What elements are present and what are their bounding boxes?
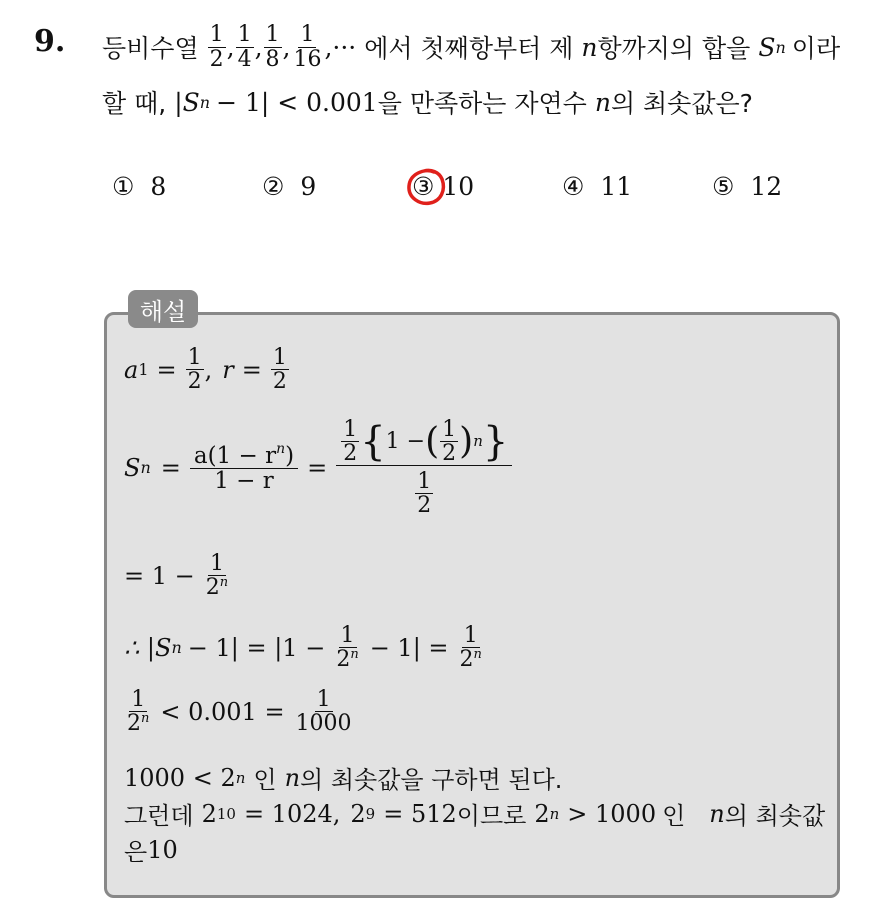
question-mid: 에서 첫째항부터 제 (364, 34, 574, 63)
question-end: 이라 (791, 34, 841, 63)
choice-5[interactable]: ⑤ 12 (712, 172, 783, 201)
choice-2[interactable]: ② 9 (262, 172, 317, 201)
question-line-1: 등비수열 $\frac{1}{2}$ , $\frac{1}{4}$ , $\frac{1}{8}$ , $\frac{1}{16}$ ,··· 에서 첫째항부터 제 n 항까지의 합을 S n 이라 (102, 22, 841, 72)
solution-line-1: a 1 = $\frac{1}{2}$ , r = $\frac{1}{2}$ (124, 345, 287, 395)
answer-circle-mark (404, 166, 448, 208)
solution-line-8: 은 10 (124, 835, 178, 866)
sequence-term-3: $\frac{1}{8}$ (265, 22, 280, 72)
question-number: 9. (34, 24, 66, 59)
choice-1[interactable]: ① 8 (112, 172, 167, 201)
abs-open: |S (174, 87, 200, 117)
question-prefix: 등비수열 (102, 34, 199, 63)
solution-line-4: ∴ |S n − 1| = |1 − $\frac{1}{2^n}$ − 1| = $\frac{1}{2^n}$ (124, 623, 482, 673)
solution-line-3: = 1 − $\frac{1}{2^n}$ (124, 551, 229, 601)
var-n-2: n (594, 87, 611, 117)
question-line-2: 할 때, |S n − 1| < 0.001 을 만족하는 자연수 n 의 최솟값은? (102, 82, 753, 122)
inequality: − 1| < 0.001 (216, 87, 378, 117)
solution-tag: 해설 (128, 290, 198, 328)
question-l2-end: 의 최솟값은? (610, 89, 753, 118)
solution-line-6: 1000 < 2 n 인 n 의 최솟값을 구하면 된다. (124, 763, 563, 794)
sequence-term-2: $\frac{1}{4}$ (237, 22, 252, 72)
question-l2-prefix: 할 때, (102, 89, 167, 118)
question-mid2: 항까지의 합을 (597, 34, 751, 63)
ellipsis: ,··· (324, 32, 357, 62)
choice-4[interactable]: ④ 11 (562, 172, 633, 201)
sequence-term-1: $\frac{1}{2}$ (209, 22, 224, 72)
solution-line-2: S n = $\frac{a(1 - r^n)}{1 - r}$ = $\frac{1}{2}$ { 1 − ( $\frac{1}{2}$ ) n } $\frac{1}{2}$ (124, 418, 513, 517)
var-S: S (758, 32, 776, 62)
choice-3[interactable]: ③ 10 (412, 172, 475, 201)
var-n: n (581, 32, 598, 62)
solution-line-7: 그런데 2 10 = 1024, 2 9 = 512 이므로 2 n > 1000 인 n 의 최솟값 (124, 799, 826, 830)
question-l2-mid: 을 만족하는 자연수 (377, 89, 587, 118)
solution-line-5: $\frac{1}{2^n}$ < 0.001 = $\frac{1}{1000}$ (127, 687, 352, 737)
sequence-term-4: $\frac{1}{16}$ (293, 22, 322, 72)
